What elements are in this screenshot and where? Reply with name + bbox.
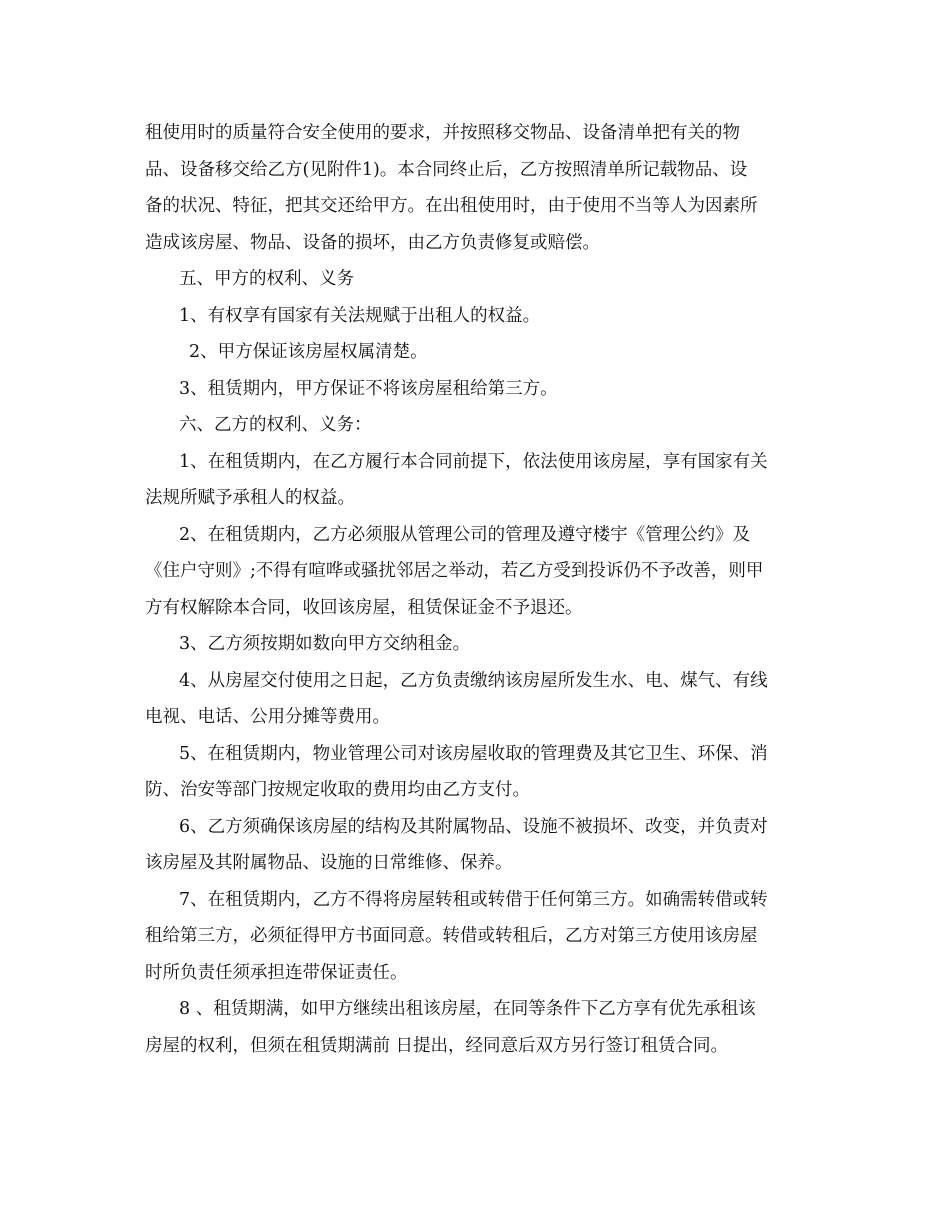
text-line: 方有权解除本合同，收回该房屋，租赁保证金不予退还。 [145,597,583,618]
text-line: 8 、租赁期满，如甲方继续出租该房屋，在同等条件下乙方享有优先承租该 [179,999,756,1019]
text-line: 五、甲方的权利、义务 [179,269,354,289]
text-line: 2、甲方保证该房屋权属清楚。 [189,342,428,362]
text-line: 2、在租赁期内，乙方必须服从管理公司的管理及遵守楼宇《管理公约》及 [179,524,751,545]
text-line: 租使用时的质量符合安全使用的要求，并按照移交物品、设备清单把有关的物 [145,123,740,143]
text-line: 7、在租赁期内，乙方不得将房屋转租或转借于任何第三方。如确需转借或转 [179,889,768,910]
text-line: 房屋的权利，但须在租赁期满前 日提出，经同意后双方另行签订租赁合同。 [145,1035,729,1056]
text-line: 时所负责任须承担连带保证责任。 [145,962,408,983]
text-line: 5、在租赁期内，物业管理公司对该房屋收取的管理费及其它卫生、环保、消 [179,743,768,764]
text-line: 防、治安等部门按规定收取的费用均由乙方支付。 [145,780,530,800]
text-line: 法规所赋予承租人的权益。 [145,488,355,508]
text-line: 该房屋及其附属物品、设施的日常维修、保养。 [145,853,513,873]
text-line: 3、乙方须按期如数向甲方交纳租金。 [179,634,471,654]
contract-text-body [145,115,815,1064]
text-line: 《住户守则》;不得有喧哗或骚扰邻居之举动，若乙方受到投诉仍不予改善，则甲 [145,561,764,581]
text-line: 造成该房屋、物品、设备的损坏，由乙方负责修复或赔偿。 [145,232,600,253]
text-line: 品、设备移交给乙方(见附件1)。本合同终止后，乙方按照清单所记载物品、设 [145,159,748,180]
text-line: 电视、电话、公用分摊等费用。 [145,707,390,727]
text-line: 6、乙方须确保该房屋的结构及其附属物品、设施不被损坏、改变，并负责对 [179,816,768,837]
text-line: 六、乙方的权利、义务： [179,415,372,435]
text-line: 4、从房屋交付使用之日起，乙方负责缴纳该房屋所发生水、电、煤气、有线 [179,670,768,691]
text-line: 1、在租赁期内，在乙方履行本合同前提下，依法使用该房屋，享有国家有关 [179,451,768,472]
text-line: 租给第三方，必须征得甲方书面同意。转借或转租后，乙方对第三方使用该房屋 [145,926,758,946]
text-line: 备的状况、特征，把其交还给甲方。在出租使用时，由于使用不当等人为因素所 [145,196,758,216]
text-line: 3、租赁期内，甲方保证不将该房屋租给第三方。 [179,378,558,399]
text-line: 1、有权享有国家有关法规赋于出租人的权益。 [179,305,541,326]
